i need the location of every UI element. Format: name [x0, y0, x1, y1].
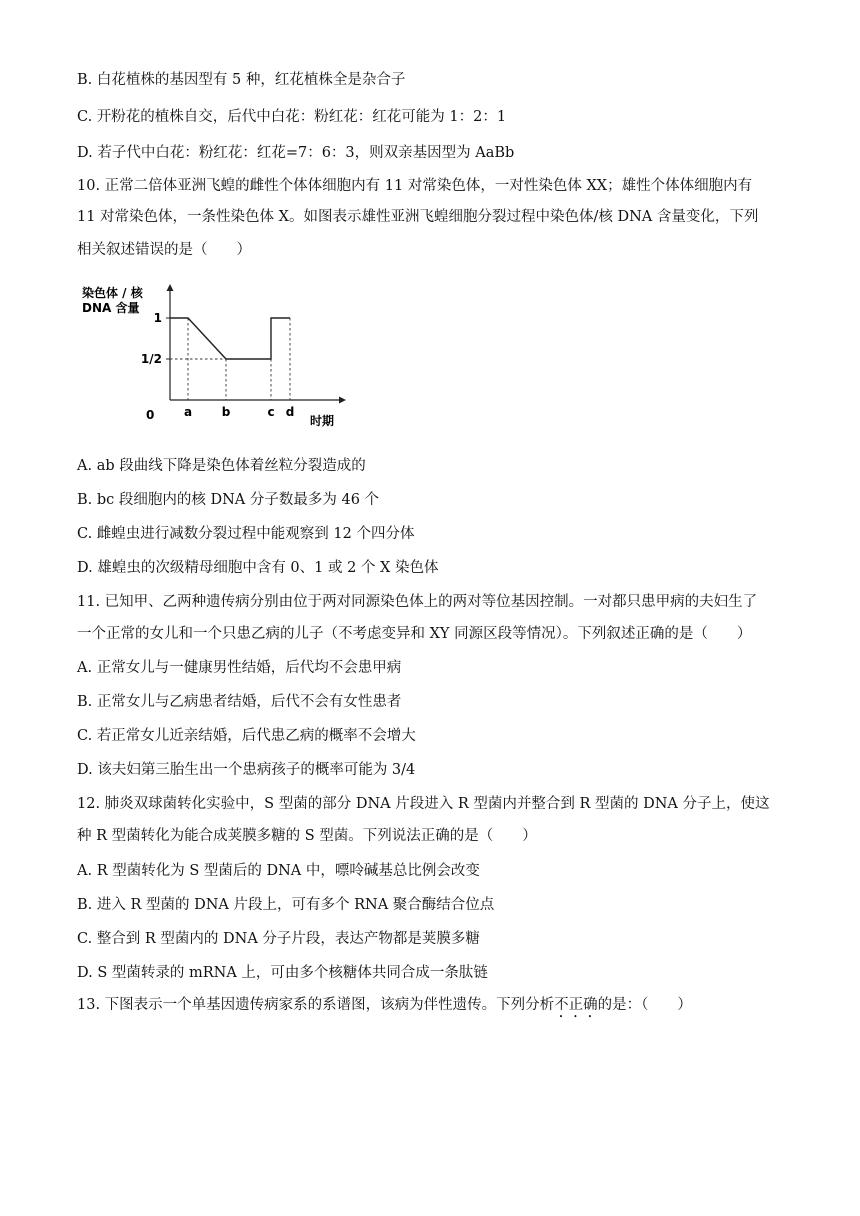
- chart-ytick-label: 1: [153, 311, 162, 325]
- q11-option-a: A. 正常女儿与一健康男性结婚，后代均不会患甲病: [77, 660, 402, 676]
- q10-option-b: B. bc 段细胞内的核 DNA 分子数最多为 46 个: [77, 492, 380, 508]
- chromosome-dna-ratio-chart: [78, 282, 358, 432]
- q10-option-c: C. 雌蝗虫进行减数分裂过程中能观察到 12 个四分体: [77, 526, 415, 542]
- q11-stem-line2: 一个正常的女儿和一个只患乙病的儿子（不考虑变异和 XY 同源区段等情况）。下列叙述正确的是（ ）: [77, 626, 752, 642]
- q12-option-a: A. R 型菌转化为 S 型菌后的 DNA 中，嘌呤碱基总比例会改变: [77, 863, 480, 879]
- q13-stem-before: 13. 下图表示一个单基因遗传病家系的系谱图，该病为伴性遗传。下列分析: [77, 997, 555, 1013]
- chart-ylabel-line2: DNA 含量: [82, 301, 140, 315]
- chart-ylabel-line1: 染色体 / 核: [82, 286, 143, 300]
- q10-stem-line2: 11 对常染色体，一条性染色体 X。如图表示雄性亚洲飞蝗细胞分裂过程中染色体/核 DNA 含量变化，下列: [77, 209, 759, 225]
- q11-option-b: B. 正常女儿与乙病患者结婚，后代不会有女性患者: [77, 694, 402, 710]
- q13-stem-after: 的是：（ ）: [597, 997, 692, 1013]
- q12-option-d: D. S 型菌转录的 mRNA 上，可由多个核糖体共同合成一条肽链: [77, 965, 488, 981]
- q9-option-b: B. 白花植株的基因型有 5 种，红花植株全是杂合子: [77, 72, 406, 88]
- chart-xtick-label: a: [183, 405, 193, 419]
- chart-xtick-label: c: [267, 405, 275, 419]
- chart-x-axis-arrow: [339, 397, 346, 404]
- chart-ytick-label: 1/2: [140, 352, 162, 366]
- q12-stem-line1: 12. 肺炎双球菌转化实验中，S 型菌的部分 DNA 片段进入 R 型菌内并整合到 R 型菌的 DNA 分子上，使这: [77, 796, 770, 812]
- q12-stem-line2: 种 R 型菌转化为能合成荚膜多糖的 S 型菌。下列说法正确的是（ ）: [77, 828, 537, 844]
- q10-stem-line3: 相关叙述错误的是（ ）: [77, 242, 251, 258]
- q11-option-d: D. 该夫妇第三胎生出一个患病孩子的概率可能为 3/4: [77, 762, 416, 778]
- q9-option-d: D. 若子代中白花：粉红花：红花=7：6：3，则双亲基因型为 AaBb: [77, 145, 515, 161]
- q13-stem: [77, 995, 692, 1021]
- q13-stem-emphasis: 不正确: [554, 997, 598, 1013]
- chart-y-axis-arrow: [167, 284, 174, 291]
- chart-xlabel: 时期: [310, 414, 335, 428]
- chart-xtick-label: b: [221, 405, 231, 419]
- chart-xtick-label: d: [285, 405, 295, 419]
- q9-option-c: C. 开粉花的植株自交，后代中白花：粉红花：红花可能为 1：2：1: [77, 109, 507, 125]
- q10-option-a: A. ab 段曲线下降是染色体着丝粒分裂造成的: [77, 458, 366, 474]
- q10-option-d: D. 雄蝗虫的次级精母细胞中含有 0、1 或 2 个 X 染色体: [77, 560, 439, 576]
- q11-option-c: C. 若正常女儿近亲结婚，后代患乙病的概率不会增大: [77, 728, 416, 744]
- q12-option-b: B. 进入 R 型菌的 DNA 片段上，可有多个 RNA 聚合酶结合位点: [77, 897, 495, 913]
- q11-stem-line1: 11. 已知甲、乙两种遗传病分别由位于两对同源染色体上的两对等位基因控制。一对都只患甲病的夫妇生了: [77, 594, 758, 610]
- q12-option-c: C. 整合到 R 型菌内的 DNA 分子片段，表达产物都是荚膜多糖: [77, 931, 480, 947]
- q10-stem-line1: 10. 正常二倍体亚洲飞蝗的雌性个体体细胞内有 11 对常染色体，一对性染色体 XX；雄性个体体细胞内有: [77, 178, 753, 194]
- chart-origin-label: 0: [146, 408, 155, 422]
